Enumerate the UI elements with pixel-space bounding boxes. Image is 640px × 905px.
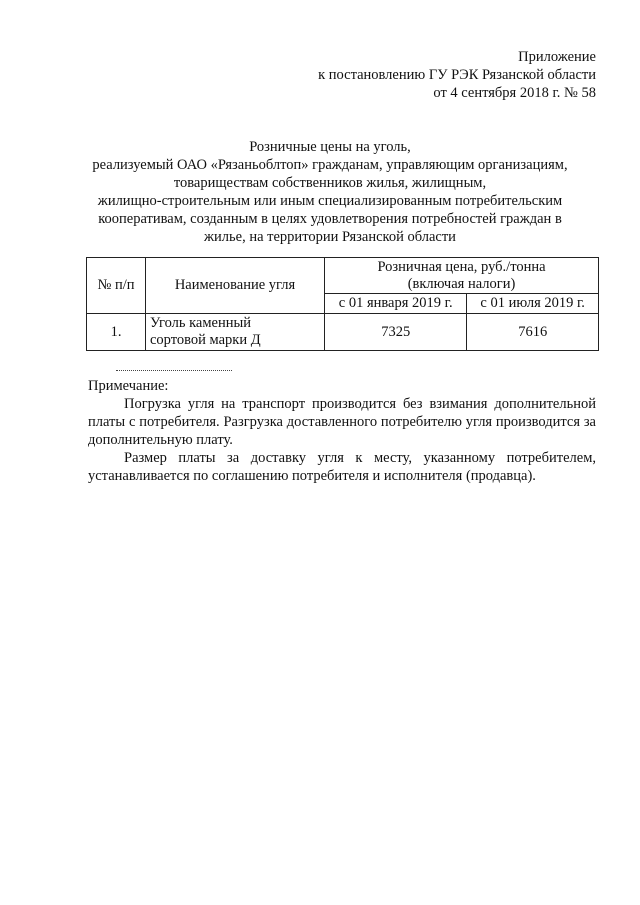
row-price-january: 7325 (325, 314, 467, 351)
header-num: № п/п (87, 258, 146, 314)
title-line-1: Розничные цены на уголь, (249, 139, 411, 155)
footnote-separator (116, 370, 232, 371)
appendix-line-1: Приложение (518, 49, 596, 65)
appendix-header (318, 48, 596, 102)
note-paragraph-1: Погрузка угля на транспорт производится без взимания дополнительной платы с потребителя. Разгрузка доставленного потребителю угля производится за дополнительную плату. (88, 396, 596, 448)
notes-heading: Примечание: (88, 378, 169, 394)
header-period-1: с 01 января 2019 г. (325, 294, 467, 314)
title-line-4: жилищно-строительным или иным специализированным потребительским (97, 193, 563, 209)
notes-section (88, 377, 596, 485)
appendix-line-2: к постановлению ГУ РЭК Рязанской области (318, 67, 596, 83)
header-price-line-1: Розничная цена, руб./тонна (377, 258, 546, 275)
header-name: Наименование угля (146, 258, 325, 314)
title-line-5: кооперативам, созданным в целях удовлетворения потребностей граждан в (98, 211, 562, 227)
document-title (80, 138, 580, 246)
header-period-2: с 01 июля 2019 г. (467, 294, 599, 314)
appendix-line-3: от 4 сентября 2018 г. № 58 (433, 85, 596, 101)
header-price (325, 258, 599, 294)
title-line-2: реализуемый ОАО «Рязаньоблтоп» гражданам, управляющим организациям, (92, 157, 568, 173)
title-line-6: жилье, на территории Рязанской области (204, 229, 456, 245)
coal-name-line-2: сортовой марки Д (150, 332, 261, 348)
table-row (87, 314, 599, 351)
row-coal-name (146, 314, 325, 351)
row-num: 1. (87, 314, 146, 351)
coal-name-line-1: Уголь каменный (150, 315, 252, 331)
title-line-3: товариществам собственников жилья, жилищным, (173, 175, 487, 191)
price-table (86, 257, 599, 351)
row-price-july: 7616 (467, 314, 599, 351)
header-price-line-2: (включая налоги) (407, 275, 516, 292)
table-header-row (87, 258, 599, 294)
note-paragraph-2: Размер платы за доставку угля к месту, указанному потребителем, устанавливается по соглашению потребителя и исполнителя (продавца). (88, 450, 596, 484)
